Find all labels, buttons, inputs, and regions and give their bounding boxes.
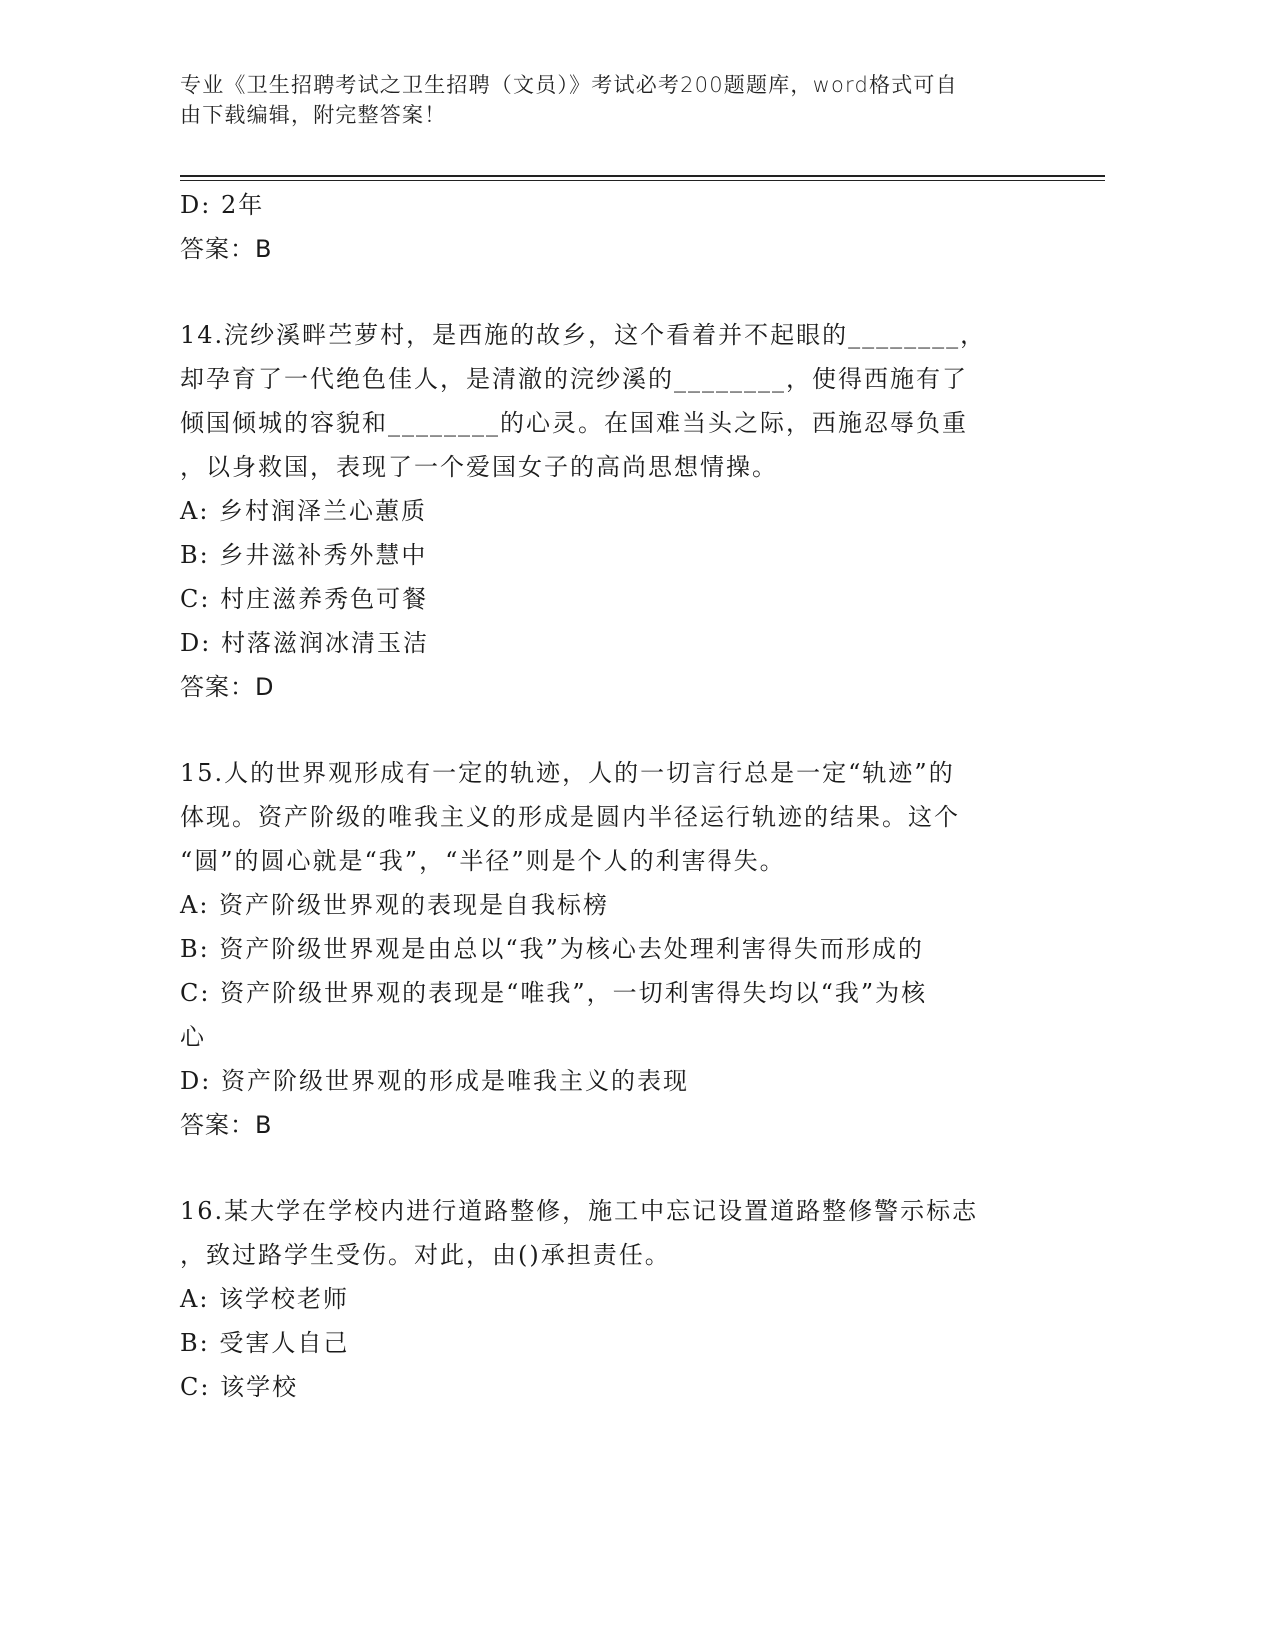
option-d: D: 村落滋润冰清玉洁 xyxy=(180,629,429,657)
option-a: A: 资产阶级世界观的表现是自我标榜 xyxy=(180,891,610,919)
answer-line: 答案：B xyxy=(180,235,273,263)
header-line-1: 专业《卫生招聘考试之卫生招聘（文员）》考试必考200题题库，word格式可自 xyxy=(180,73,958,97)
option-b: B: 受害人自己 xyxy=(180,1329,350,1357)
option-b: B: 资产阶级世界观是由总以“我”为核心去处理利害得失而形成的 xyxy=(180,935,924,963)
answer-line: 答案：D xyxy=(180,673,275,701)
answer-line: 答案：B xyxy=(180,1111,273,1139)
question-16 xyxy=(180,1189,1080,1409)
option-d: D: 2年 xyxy=(180,191,265,219)
option-a: A: 该学校老师 xyxy=(180,1285,350,1313)
spacer xyxy=(180,1147,1080,1189)
question-text-line: ，以身救国，表现了一个爱国女子的高尚思想情操。 xyxy=(180,453,778,481)
header-line-2: 由下载编辑，附完整答案！ xyxy=(180,103,447,127)
question-15 xyxy=(180,751,1080,1147)
header-divider-thin xyxy=(180,180,1105,181)
question-text-line: 倾国倾城的容貌和________的心灵。在国难当头之际，西施忍辱负重 xyxy=(180,409,968,437)
spacer xyxy=(180,271,1080,313)
question-text-line: ，致过路学生受伤。对此，由()承担责任。 xyxy=(180,1241,671,1269)
option-c-continuation: 心 xyxy=(180,1023,206,1051)
question-text-line: 14.浣纱溪畔苎萝村，是西施的故乡，这个看着并不起眼的________， xyxy=(180,321,987,349)
header-divider-thick xyxy=(180,175,1105,177)
question-text-line: 15.人的世界观形成有一定的轨迹，人的一切言行总是一定“轨迹”的 xyxy=(180,759,955,787)
question-text-line: 却孕育了一代绝色佳人，是清澈的浣纱溪的________，使得西施有了 xyxy=(180,365,968,393)
question-text-line: “圆”的圆心就是“我”，“半径”则是个人的利害得失。 xyxy=(180,847,786,875)
previous-question-tail xyxy=(180,183,1080,271)
option-b: B: 乡井滋补秀外慧中 xyxy=(180,541,428,569)
option-c: C: 该学校 xyxy=(180,1373,299,1401)
option-c: C: 村庄滋养秀色可餐 xyxy=(180,585,429,613)
option-a: A: 乡村润泽兰心蕙质 xyxy=(180,497,428,525)
option-d: D: 资产阶级世界观的形成是唯我主义的表现 xyxy=(180,1067,689,1095)
page-header xyxy=(180,70,1060,130)
question-text-line: 体现。资产阶级的唯我主义的形成是圆内半径运行轨迹的结果。这个 xyxy=(180,803,960,831)
question-list xyxy=(180,183,1080,1409)
question-14 xyxy=(180,313,1080,709)
spacer xyxy=(180,709,1080,751)
question-text-line: 16.某大学在学校内进行道路整修，施工中忘记设置道路整修警示标志 xyxy=(180,1197,979,1225)
option-c: C: 资产阶级世界观的表现是“唯我”，一切利害得失均以“我”为核 xyxy=(180,979,928,1007)
